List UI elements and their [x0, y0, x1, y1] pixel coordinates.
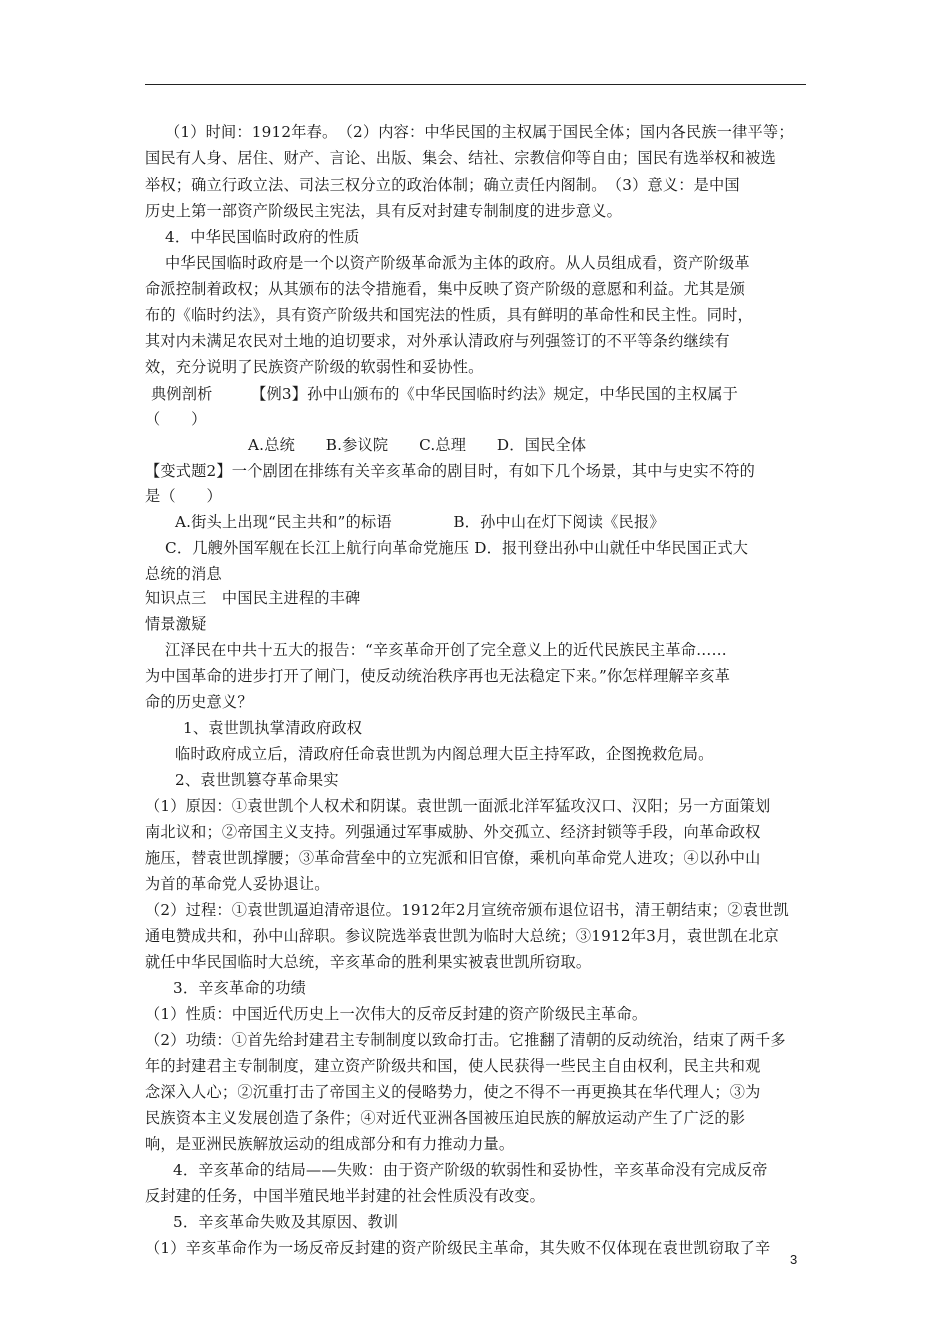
text-line: C．几艘外国军舰在长江上航行向革命党施压 D．报刊登出孙中山就任中华民国正式大	[165, 539, 749, 557]
text-line: 就任中华民国临时大总统，辛亥革命的胜利果实被袁世凯所窃取。	[145, 953, 592, 971]
page-number: 3	[790, 1252, 798, 1267]
text-line: 总统的消息	[145, 565, 222, 583]
text-line: 念深入人心；②沉重打击了帝国主义的侵略势力，使之不得不一再更换其在华代理人；③为	[145, 1083, 761, 1101]
text-line: 历史上第一部资产阶级民主宪法，具有反对封建专制制度的进步意义。	[145, 202, 623, 220]
text-line: 5．辛亥革命失败及其原因、教训	[173, 1213, 399, 1231]
text-line: 国民有人身、居住、财产、言论、出版、集会、结社、宗教信仰等自由；国民有选举权和被选	[145, 149, 776, 167]
text-line: 4．中华民国临时政府的性质	[165, 228, 360, 246]
text-line: 布的《临时约法》，具有资产阶级共和国宪法的性质，具有鲜明的革命性和民主性。同时，	[145, 306, 753, 324]
text-line: （ ）	[145, 410, 207, 428]
text-line: （2）过程：①袁世凯逼迫清帝退位。1912年2月宣统帝颁布退位诏书，清王朝结束；②袁世凯	[145, 901, 789, 919]
text-line: （1）性质：中国近代历史上一次伟大的反帝反封建的资产阶级民主革命。	[145, 1005, 648, 1023]
text-line: A.街头上出现“民主共和”的标语 B．孙中山在灯下阅读《民报》	[175, 513, 665, 531]
text-line: 1、袁世凯执掌清政府政权	[183, 719, 363, 737]
text-line: （1）原因：①袁世凯个人权术和阴谋。袁世凯一面派北洋军猛攻汉口、汉阳；另一方面策划	[145, 797, 771, 815]
text-line: 中华民国临时政府是一个以资产阶级革命派为主体的政府。从人员组成看，资产阶级革	[165, 254, 750, 272]
text-line: 南北议和；②帝国主义支持。列强通过军事威胁、外交孤立、经济封锁等手段，向革命政权	[145, 823, 761, 841]
text-line: 是（ ）	[145, 487, 222, 505]
text-line: 施压，替袁世凯撑腰；③革命营垒中的立宪派和旧官僚，乘机向革命党人进攻；④以孙中山	[145, 849, 761, 867]
text-line: 情景激疑	[145, 615, 207, 633]
text-line: 响，是亚洲民族解放运动的组成部分和有力推动力量。	[145, 1135, 515, 1153]
text-line: 【变式题2】一个剧团在排练有关辛亥革命的剧目时，有如下几个场景，其中与史实不符的	[145, 462, 755, 480]
text-line: 临时政府成立后，清政府任命袁世凯为内阁总理大臣主持军政，企图挽救危局。	[175, 745, 714, 763]
text-line: A.总统 B.参议院 C.总理 D．国民全体	[248, 436, 587, 454]
text-line: 为首的革命党人妥协退让。	[145, 875, 330, 893]
text-line: 2、袁世凯篡夺革命果实	[175, 771, 339, 789]
text-line: 知识点三 中国民主进程的丰碑	[145, 589, 361, 607]
text-line: 通电赞成共和，孙中山辞职。参议院选举袁世凯为临时大总统；③1912年3月，袁世凯在北京	[145, 927, 780, 945]
text-line: （2）功绩：①首先给封建君主专制制度以致命打击。它推翻了清朝的反动统治，结束了两千多	[145, 1031, 786, 1049]
text-line: 命派控制着政权；从其颁布的法令措施看，集中反映了资产阶级的意愿和利益。尤其是颁	[145, 280, 746, 298]
text-line: 4．辛亥革命的结局——失败：由于资产阶级的软弱性和妥协性，辛亥革命没有完成反帝	[173, 1161, 768, 1179]
text-line: 效，充分说明了民族资产阶级的软弱性和妥协性。	[145, 358, 484, 376]
text-line: 民族资本主义发展创造了条件；④对近代亚洲各国被压迫民族的解放运动产生了广泛的影	[145, 1109, 746, 1127]
text-line: 举权；确立行政立法、司法三权分立的政治体制；确立责任内阁制。 （3）意义：是中国	[145, 176, 740, 194]
text-line: 反封建的任务，中国半殖民地半封建的社会性质没有改变。	[145, 1187, 546, 1205]
text-line: 江泽民在中共十五大的报告：“辛亥革命开创了完全意义上的近代民族民主革命……	[165, 641, 727, 659]
text-line: 其对内未满足农民对土地的迫切要求，对外承认清政府与列强签订的不平等条约继续有	[145, 332, 730, 350]
text-line: 3．辛亥革命的功绩	[173, 979, 306, 997]
text-line: 典例剖析 【例3】孙中山颁布的《中华民国临时约法》规定，中华民国的主权属于	[151, 385, 738, 403]
text-line: 为中国革命的进步打开了闸门，使反动统治秩序再也无法稳定下来。”你怎样理解辛亥革	[145, 667, 731, 685]
text-line: 命的历史意义？	[145, 693, 253, 711]
header-rule	[145, 84, 806, 85]
text-line: （1）辛亥革命作为一场反帝反封建的资产阶级民主革命，其失败不仅体现在袁世凯窃取了辛	[145, 1239, 771, 1257]
text-line: （1）时间：1912年春。 （2）内容：中华民国的主权属于国民全体；国内各民族一律平等；	[165, 123, 794, 141]
text-line: 年的封建君主专制制度，建立资产阶级共和国，使人民获得一些民主自由权利，民主共和观	[145, 1057, 761, 1075]
